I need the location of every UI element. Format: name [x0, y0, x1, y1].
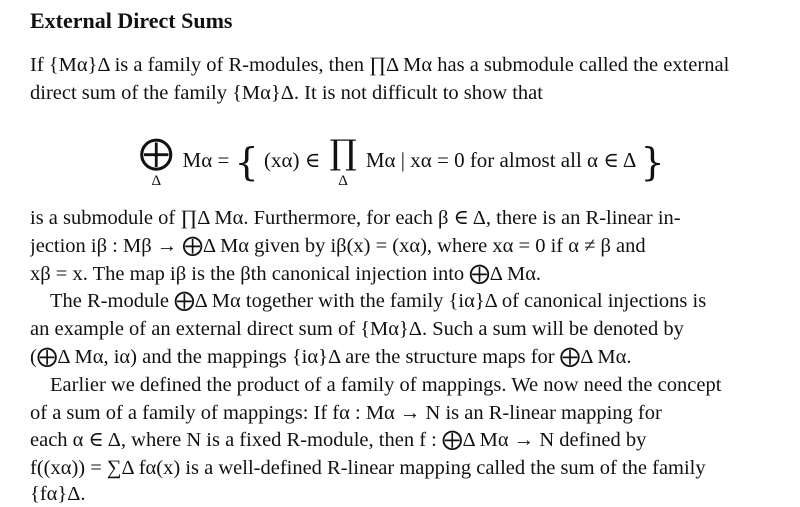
- paragraph-line-8: (⨁Δ Mα, iα) and the mappings {iα}Δ are the structure maps for ⨁Δ Mα.: [30, 346, 632, 368]
- prod-symbol: ∏: [329, 133, 357, 174]
- prod-subscript: Δ: [338, 173, 348, 190]
- set-element: (xα) ∈: [263, 148, 321, 172]
- direct-sum-operator: [139, 135, 173, 189]
- paragraph-line-5: xβ = x. The map iβ is the βth canonical injection into ⨁Δ Mα.: [30, 263, 542, 285]
- paragraph-line-9: Earlier we defined the product of a family of mappings. We now need the concept: [50, 374, 722, 396]
- left-brace: {: [234, 140, 259, 185]
- section-heading: External Direct Sums: [30, 8, 233, 33]
- paragraph-line-2: direct sum of the family {Mα}Δ. It is not difficult to show that: [30, 82, 543, 104]
- display-equation: [0, 132, 800, 190]
- product-operator: [330, 135, 357, 189]
- paragraph-line-4: jection iβ : Mβ → ⨁Δ Mα given by iβ(x) = (xα), where xα = 0 if α ≠ β and: [30, 235, 646, 257]
- paragraph-line-11: each α ∈ Δ, where N is a fixed R-module, then f : ⨁Δ Mα → N defined by: [30, 429, 647, 451]
- set-condition: Mα | xα = 0 for almost all α ∈ Δ: [365, 148, 636, 172]
- oplus-symbol: ⨁: [139, 133, 174, 174]
- oplus-subscript: Δ: [151, 173, 162, 190]
- paragraph-line-13: {fα}Δ.: [30, 483, 86, 505]
- paragraph-line-10: of a sum of a family of mappings: If fα : Mα → N is an R-linear mapping for: [30, 402, 662, 424]
- paragraph-line-12: f((xα)) = ∑Δ fα(x) is a well-defined R-linear mapping called the sum of the family: [30, 457, 706, 479]
- paragraph-line-1: If {Mα}Δ is a family of R-modules, then ∏Δ Mα has a submodule called the external: [30, 54, 730, 76]
- paragraph-line-7: an example of an external direct sum of {Mα}Δ. Such a sum will be denoted by: [30, 318, 684, 340]
- paragraph-line-3: is a submodule of ∏Δ Mα. Furthermore, for each β ∈ Δ, there is an R-linear in-: [30, 207, 681, 229]
- equation-lhs: Mα =: [182, 148, 230, 172]
- right-brace: }: [640, 140, 665, 185]
- paragraph-line-6: The R-module ⨁Δ Mα together with the family {iα}Δ of canonical injections is: [50, 290, 707, 312]
